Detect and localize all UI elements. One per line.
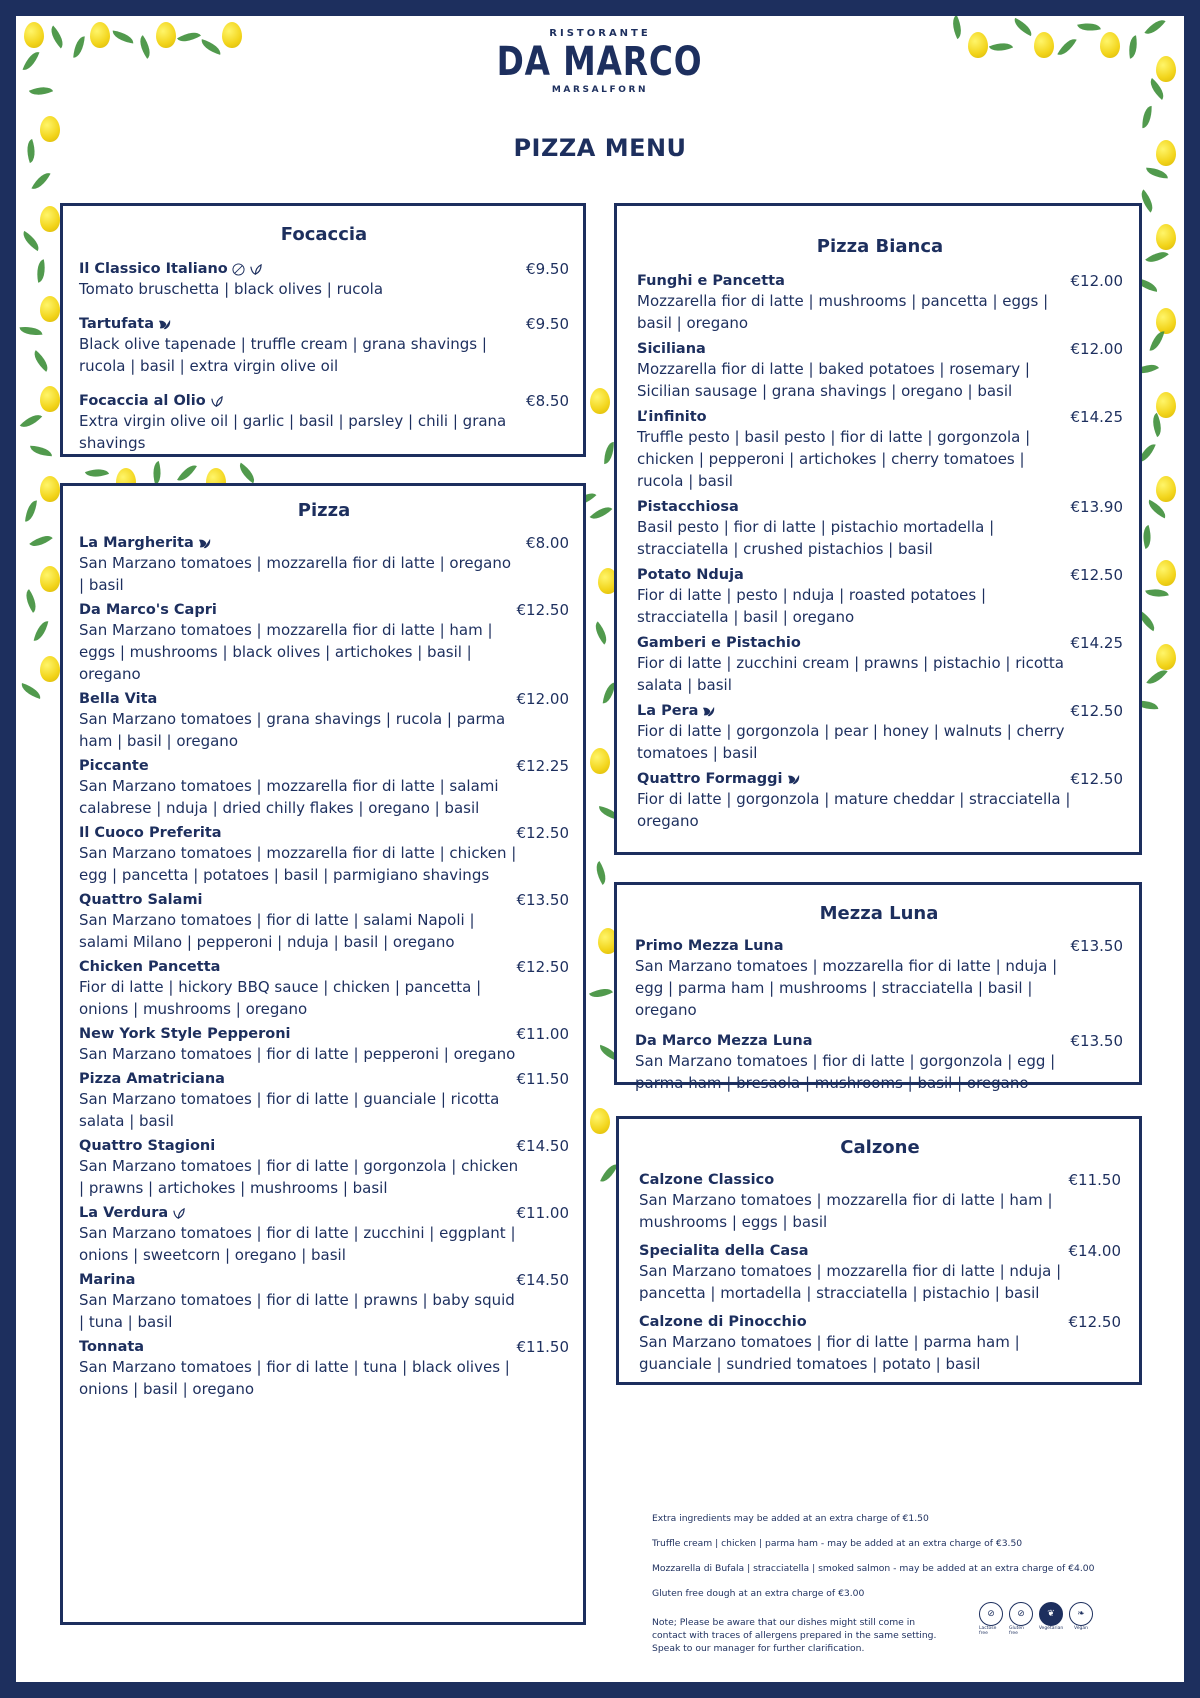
menu-item-description: San Marzano tomatoes | fior di latte | gorgonzola | egg | parma ham | bresaola | mushrooms | basil | oregano [635, 1052, 1056, 1092]
menu-item-price: €14.25 [1070, 634, 1123, 652]
menu-item-description: Fior di latte | pesto | nduja | roasted potatoes | stracciatella | basil | oregano [637, 586, 987, 626]
pizza-section [60, 483, 586, 1625]
menu-item-name-text: Calzone Classico [639, 1172, 775, 1188]
menu-item-name-text: Funghi e Pancetta [637, 273, 785, 289]
menu-item-name-text: Focaccia al Olio [79, 393, 206, 409]
leaf-icon [20, 410, 42, 433]
focaccia-section [60, 203, 586, 457]
menu-item-description: San Marzano tomatoes | mozzarella fior di latte | ham | mushrooms | eggs | basil [639, 1191, 1053, 1231]
menu-item [639, 1314, 1121, 1375]
lemon-icon [40, 386, 60, 412]
menu-item-price: €14.50 [516, 1137, 569, 1155]
menu-item [79, 1205, 569, 1266]
vegan-icon [210, 395, 223, 408]
leaf-icon [1142, 106, 1153, 128]
menu-item-name [637, 703, 1123, 720]
menu-item [637, 567, 1123, 628]
menu-notes [652, 1512, 1122, 1667]
menu-item [637, 273, 1123, 334]
menu-item-price: €14.00 [1068, 1242, 1121, 1260]
menu-item-name [79, 1272, 569, 1289]
lemon-icon [40, 566, 60, 592]
menu-item-name [79, 758, 569, 775]
menu-item-description: San Marzano tomatoes | fior di latte | prawns | baby squid | tuna | basil [79, 1291, 515, 1331]
menu-item-description: San Marzano tomatoes | mozzarella fior di latte | ham | eggs | mushrooms | black olives | artichokes | basil | oregano [79, 621, 493, 683]
menu-item-name [79, 892, 569, 909]
legend-label: Vegetarian [1038, 1626, 1064, 1631]
section-title: Mezza Luna [819, 903, 939, 924]
menu-item-name-text: Chicken Pancetta [79, 959, 221, 975]
lemon-icon [1156, 560, 1176, 586]
lemon-icon [40, 476, 60, 502]
menu-item-description: Fior di latte | hickory BBQ sauce | chicken | pancetta | onions | mushrooms | oregano [79, 978, 482, 1018]
menu-item [79, 892, 569, 953]
legend-gluten-free [1009, 1602, 1033, 1636]
menu-item-name [639, 1172, 1121, 1189]
menu-item [79, 959, 569, 1020]
menu-item-price: €13.50 [516, 891, 569, 909]
legend-vegetarian [1039, 1602, 1063, 1636]
menu-item-description: San Marzano tomatoes | fior di latte | gorgonzola | chicken | prawns | artichokes | mushrooms | basil [79, 1157, 519, 1197]
menu-item-name [79, 1071, 569, 1088]
menu-item-price: €13.50 [1070, 1032, 1123, 1050]
logo-ristorante: RISTORANTE [549, 28, 651, 39]
leaf-icon [590, 621, 612, 644]
lemon-icon [40, 296, 60, 322]
menu-item-name-text: La Verdura [79, 1205, 169, 1221]
menu-item-name [637, 567, 1123, 584]
menu-item-description: Tomato bruschetta | black olives | rucola [79, 280, 384, 298]
menu-item-price: €9.50 [526, 315, 569, 333]
section-title: Focaccia [280, 224, 368, 245]
leaf-icon [1149, 329, 1164, 353]
menu-item [635, 938, 1123, 1021]
menu-item [79, 316, 569, 377]
restaurant-logo [16, 28, 1184, 95]
menu-item-name-text: Tonnata [79, 1339, 145, 1355]
legend-vegan [1069, 1602, 1093, 1636]
menu-item-description: San Marzano tomatoes | mozzarella fior di latte | nduja | pancetta | mortadella | stracciatella | pistachio | basil [639, 1262, 1062, 1302]
menu-item-name-text: Calzone di Pinocchio [639, 1314, 807, 1330]
menu-item-price: €12.50 [1070, 702, 1123, 720]
menu-item-name-text: Marina [79, 1272, 136, 1288]
menu-item [637, 341, 1123, 402]
menu-item-name-text: New York Style Pepperoni [79, 1026, 291, 1042]
menu-item-name [79, 691, 569, 708]
menu-item [79, 691, 569, 752]
leaf-icon [85, 465, 109, 482]
lemon-icon [1156, 392, 1176, 418]
leaf-icon [591, 861, 611, 885]
menu-item-name [79, 825, 569, 842]
menu-item-name-text: Da Marco's Capri [79, 602, 217, 618]
menu-item-name [635, 938, 1123, 955]
leaf-icon [1145, 586, 1169, 601]
menu-item [79, 1138, 569, 1199]
menu-item [79, 1071, 569, 1132]
menu-item-price: €8.50 [526, 392, 569, 410]
lemon-icon [1156, 308, 1176, 334]
menu-item-name-text: Tartufata [79, 316, 155, 332]
menu-item-name-text: Potato Nduja [637, 567, 744, 583]
menu-item-price: €9.50 [526, 260, 569, 278]
menu-item-name-text: Da Marco Mezza Luna [635, 1033, 813, 1049]
menu-item-price: €12.50 [1068, 1313, 1121, 1331]
leaf-icon [30, 446, 52, 456]
menu-item [639, 1243, 1121, 1304]
menu-item [79, 535, 569, 596]
menu-item-name-text: Pistacchiosa [637, 499, 739, 515]
menu-item-name [79, 261, 569, 278]
lactose-free-icon: ⊘ [979, 1602, 1003, 1626]
menu-item-name [79, 316, 569, 333]
menu-item-price: €11.00 [516, 1204, 569, 1222]
gluten-free-icon: ⊘ [1009, 1602, 1033, 1626]
menu-item-name [637, 635, 1123, 652]
leaf-icon [19, 231, 43, 251]
leaf-icon [604, 442, 614, 464]
menu-item [637, 771, 1123, 832]
leaf-icon [31, 169, 50, 193]
menu-item-price: €12.00 [1070, 272, 1123, 290]
menu-item-description: Fior di latte | zucchini cream | prawns | pistachio | ricotta salata | basil [637, 654, 1064, 694]
menu-item-name-text: Il Classico Italiano [79, 261, 228, 277]
leaf-icon [19, 683, 43, 699]
menu-item [79, 261, 569, 300]
menu-item-name [79, 959, 569, 976]
menu-item-name [79, 393, 569, 410]
leaf-icon [177, 461, 197, 485]
menu-item [79, 1339, 569, 1400]
menu-item-description: San Marzano tomatoes | mozzarella fior di latte | salami calabrese | nduja | dried chilly flakes | oregano | basil [79, 777, 499, 817]
menu-item-name-text: La Margherita [79, 535, 194, 551]
note-premium-extras: Truffle cream | chicken | parma ham - may be added at an extra charge of €3.50 [652, 1538, 1023, 1549]
menu-item [637, 409, 1123, 492]
legend-label: Vegan [1074, 1626, 1088, 1631]
menu-item-name-text: Quattro Salami [79, 892, 203, 908]
menu-item-description: San Marzano tomatoes | mozzarella fior di latte | chicken | egg | pancetta | potatoes | basil | parmigiano shavings [79, 844, 517, 884]
menu-item-name-text: Gamberi e Pistachio [637, 635, 801, 651]
logo-brand: DA MARCO [497, 39, 703, 85]
menu-item-description: San Marzano tomatoes | fior di latte | pepperoni | oregano [79, 1045, 516, 1063]
section-title: Calzone [840, 1137, 920, 1158]
menu-item-description: San Marzano tomatoes | fior di latte | guanciale | ricotta salata | basil [79, 1090, 500, 1130]
menu-item-name-text: Piccante [79, 758, 149, 774]
menu-item-price: €11.50 [516, 1070, 569, 1088]
leaf-icon [1145, 500, 1169, 519]
menu-item-name [637, 409, 1123, 426]
note-allergens: Note; Please be aware that our dishes might still come in contact with traces of allergens prepared in the same setting. Speak to our manager for further clarification. [652, 1617, 937, 1654]
lemon-icon [590, 748, 610, 774]
leaf-icon [590, 502, 613, 524]
menu-item-description: San Marzano tomatoes | grana shavings | rucola | parma ham | basil | oregano [79, 710, 506, 750]
menu-item [637, 703, 1123, 764]
mezza-luna-section [614, 882, 1142, 1092]
vegetarian-icon [158, 318, 171, 331]
menu-item-price: €12.00 [516, 690, 569, 708]
vegetarian-icon [198, 537, 211, 550]
menu-item [639, 1172, 1121, 1233]
menu-item-description: Fior di latte | gorgonzola | pear | honey | walnuts | cherry tomatoes | basil [637, 722, 1065, 762]
note-gluten-free: Gluten free dough at an extra charge of €3.00 [652, 1588, 865, 1599]
menu-item-price: €13.90 [1070, 498, 1123, 516]
menu-item-name [637, 771, 1123, 788]
menu-item-name-text: L’infinito [637, 409, 707, 425]
menu-item-price: €12.00 [1070, 340, 1123, 358]
menu-item-price: €8.00 [526, 534, 569, 552]
menu-item-price: €12.50 [516, 958, 569, 976]
leaf-icon [21, 589, 42, 613]
leaf-icon [235, 463, 259, 484]
menu-item-name [637, 273, 1123, 290]
menu-item-price: €12.50 [1070, 770, 1123, 788]
note-cheese-extras: Mozzarella di Bufala | stracciatella | smoked salmon - may be added at an extra charge of €4.00 [652, 1563, 1095, 1574]
menu-item-description: Mozzarella fior di latte | mushrooms | pancetta | eggs | basil | oregano [637, 292, 1049, 332]
menu-item-name [79, 1026, 569, 1043]
menu-item-price: €14.25 [1070, 408, 1123, 426]
menu-item [637, 499, 1123, 560]
menu-item-name-text: Specialita della Casa [639, 1243, 809, 1259]
leaf-icon [29, 530, 52, 551]
vegetarian-icon: ❦ [1039, 1602, 1063, 1626]
menu-item [637, 635, 1123, 696]
menu-item-name-text: Pizza Amatriciana [79, 1071, 225, 1087]
legend-label: Lactose free [979, 1626, 997, 1636]
menu-item-price: €14.50 [516, 1271, 569, 1289]
menu-item-description: Mozzarella fior di latte | baked potatoes | rosemary | Sicilian sausage | grana shavings | oregano | basil [637, 360, 1030, 400]
pizza-bianca-section [614, 203, 1142, 855]
vegan-icon [249, 263, 262, 276]
menu-item-name-text: Bella Vita [79, 691, 158, 707]
menu-item-price: €13.50 [1070, 937, 1123, 955]
menu-item [635, 1033, 1123, 1094]
menu-item-name [79, 535, 569, 552]
menu-item-price: €12.50 [1070, 566, 1123, 584]
menu-item-price: €12.25 [516, 757, 569, 775]
legend-label: Gluten free [1009, 1626, 1024, 1636]
lemon-icon [590, 388, 610, 414]
dietary-legend [979, 1602, 1093, 1636]
menu-page [16, 16, 1184, 1682]
gluten-free-icon [232, 263, 245, 276]
menu-item-description: San Marzano tomatoes | fior di latte | zucchini | eggplant | onions | sweetcorn | oregano | basil [79, 1224, 516, 1264]
menu-item-name [639, 1243, 1121, 1260]
menu-item-description: San Marzano tomatoes | mozzarella fior di latte | oregano | basil [79, 554, 512, 594]
leaf-icon [29, 350, 52, 372]
menu-item-name-text: Siciliana [637, 341, 706, 357]
menu-item-description: San Marzano tomatoes | fior di latte | tuna | black olives | onions | basil | oregano [79, 1358, 510, 1398]
leaf-icon [25, 500, 37, 523]
section-title: Pizza Bianca [816, 236, 944, 257]
menu-item-description: San Marzano tomatoes | mozzarella fior di latte | nduja | egg | parma ham | mushrooms | stracciatella | basil | oregano [635, 957, 1058, 1019]
page-title: PIZZA MENU [513, 134, 687, 162]
lemon-icon [40, 206, 60, 232]
menu-item-name-text: Primo Mezza Luna [635, 938, 784, 954]
menu-item-price: €11.50 [516, 1338, 569, 1356]
vegetarian-icon [702, 705, 715, 718]
menu-item-name-text: Quattro Stagioni [79, 1138, 216, 1154]
vegetarian-icon [787, 773, 800, 786]
menu-item-name [639, 1314, 1121, 1331]
menu-item-name-text: Quattro Formaggi [637, 771, 783, 787]
menu-item-price: €11.00 [516, 1025, 569, 1043]
vegan-icon [172, 1207, 185, 1220]
lemon-icon [40, 656, 60, 682]
menu-item [79, 602, 569, 685]
menu-item-price: €12.50 [516, 601, 569, 619]
lemon-icon [1156, 476, 1176, 502]
menu-item-description: San Marzano tomatoes | fior di latte | parma ham | guanciale | sundried tomatoes | potato | basil [639, 1333, 1020, 1373]
menu-item-description: San Marzano tomatoes | fior di latte | salami Napoli | salami Milano | pepperoni | nduja | basil | oregano [79, 911, 475, 951]
note-extra-ingredients: Extra ingredients may be added at an extra charge of €1.50 [652, 1513, 929, 1524]
menu-item-name [637, 499, 1123, 516]
menu-item-name [79, 1339, 569, 1356]
menu-item-description: Extra virgin olive oil | garlic | basil | parsley | chili | grana shavings [79, 412, 507, 452]
menu-item [79, 825, 569, 886]
menu-item-description: Black olive tapenade | truffle cream | grana shavings | rucola | basil | extra virgin olive oil [79, 335, 487, 375]
menu-item-name-text: Il Cuoco Preferita [79, 825, 222, 841]
section-title: Pizza [297, 500, 351, 521]
leaf-icon [1146, 168, 1168, 179]
menu-item-description: Basil pesto | fior di latte | pistachio mortadella | stracciatella | crushed pistachios | basil [637, 518, 995, 558]
logo-location: MARSALFORN [551, 85, 649, 95]
menu-item-name-text: La Pera [637, 703, 699, 719]
menu-item-price: €12.50 [516, 824, 569, 842]
calzone-section [616, 1116, 1142, 1385]
legend-lactose-free [979, 1602, 1003, 1636]
leaf-icon [149, 461, 165, 485]
lemon-icon [1156, 644, 1176, 670]
leaf-icon [34, 259, 48, 283]
lemon-icon [1156, 224, 1176, 250]
lemon-icon [590, 1108, 610, 1134]
vegan-icon: ❧ [1069, 1602, 1093, 1626]
menu-item-name [79, 602, 569, 619]
menu-item-name [79, 1138, 569, 1155]
menu-item-name [635, 1033, 1123, 1050]
menu-item-description: Fior di latte | gorgonzola | mature cheddar | stracciatella | oregano [637, 790, 1071, 830]
menu-item [79, 1026, 569, 1065]
menu-item-description: Truffle pesto | basil pesto | fior di latte | gorgonzola | chicken | pepperoni | artichokes | cherry tomatoes | rucola | basil [637, 428, 1031, 490]
menu-item [79, 393, 569, 454]
menu-item [79, 1272, 569, 1333]
leaf-icon [19, 325, 42, 338]
menu-item-name [637, 341, 1123, 358]
menu-item-price: €11.50 [1068, 1171, 1121, 1189]
menu-item [79, 758, 569, 819]
menu-item-name [79, 1205, 569, 1222]
leaf-icon [589, 983, 613, 1002]
leaf-icon [34, 619, 49, 643]
